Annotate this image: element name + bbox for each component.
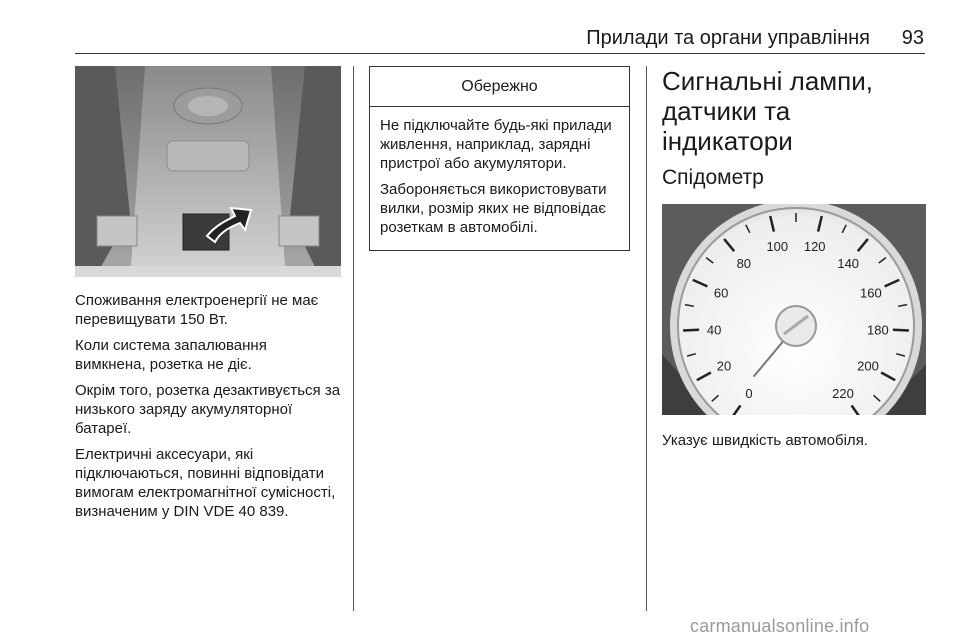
caution-paragraph-plugs: Забороняється використовувати вилки, розмір яких не відповідає розеткам в автомобілі. bbox=[380, 181, 607, 236]
paragraph-low-battery: Окрім того, розетка дезактивується за низького заряду акумуляторної батареї. bbox=[75, 382, 341, 437]
speedometer-caption: Указує швидкість автомобіля. bbox=[662, 432, 868, 449]
major-tick bbox=[683, 330, 699, 331]
speedometer-illustration bbox=[662, 204, 926, 415]
power-outlet-photo bbox=[75, 66, 341, 277]
speed-label: 0 bbox=[745, 386, 753, 402]
column-right bbox=[662, 66, 926, 449]
column-left bbox=[75, 66, 341, 528]
page-number: 93 bbox=[901, 27, 924, 49]
speed-label: 140 bbox=[837, 255, 860, 271]
speed-label: 180 bbox=[867, 322, 889, 338]
speed-label: 20 bbox=[716, 358, 732, 374]
caution-paragraph-chargers: Не підключайте будь-які прилади живлення, наприклад, зарядні пристрої або акумулятори. bbox=[380, 117, 612, 172]
column-middle bbox=[369, 66, 632, 251]
paragraph-emc-requirements: Електричні аксесуари, які підключаються, повинні відповідати вимогам електромагнітної сумісності, визначеним у DIN VDE 40 839. bbox=[75, 446, 336, 520]
column-divider-right bbox=[646, 66, 647, 611]
watermark: carmanualsonline.info bbox=[690, 616, 870, 636]
paragraph-power-limit: Споживання електроенергії не має перевищувати 150 Вт. bbox=[75, 292, 319, 328]
caution-box bbox=[369, 66, 630, 251]
speed-label: 120 bbox=[803, 239, 826, 255]
speed-label: 80 bbox=[736, 255, 752, 271]
running-header-title: Прилади та органи управління bbox=[586, 27, 870, 49]
subsection-title-speedometer: Спідометр bbox=[662, 166, 764, 189]
section-title: Сигнальні лампи, датчики та індикатори bbox=[662, 66, 874, 156]
speed-label: 200 bbox=[857, 358, 879, 374]
speed-label: 60 bbox=[713, 285, 729, 301]
caution-title: Обережно bbox=[370, 67, 629, 107]
caution-body bbox=[370, 107, 629, 250]
column-divider-left bbox=[353, 66, 354, 611]
speed-label: 100 bbox=[766, 239, 789, 255]
speed-label: 220 bbox=[832, 386, 854, 402]
speed-label: 160 bbox=[860, 285, 882, 301]
major-tick bbox=[893, 330, 909, 331]
paragraph-ignition-off: Коли система запалювання вимкнена, розетка не діє. bbox=[75, 337, 267, 373]
header-rule bbox=[75, 53, 925, 54]
speed-label: 40 bbox=[706, 322, 722, 338]
